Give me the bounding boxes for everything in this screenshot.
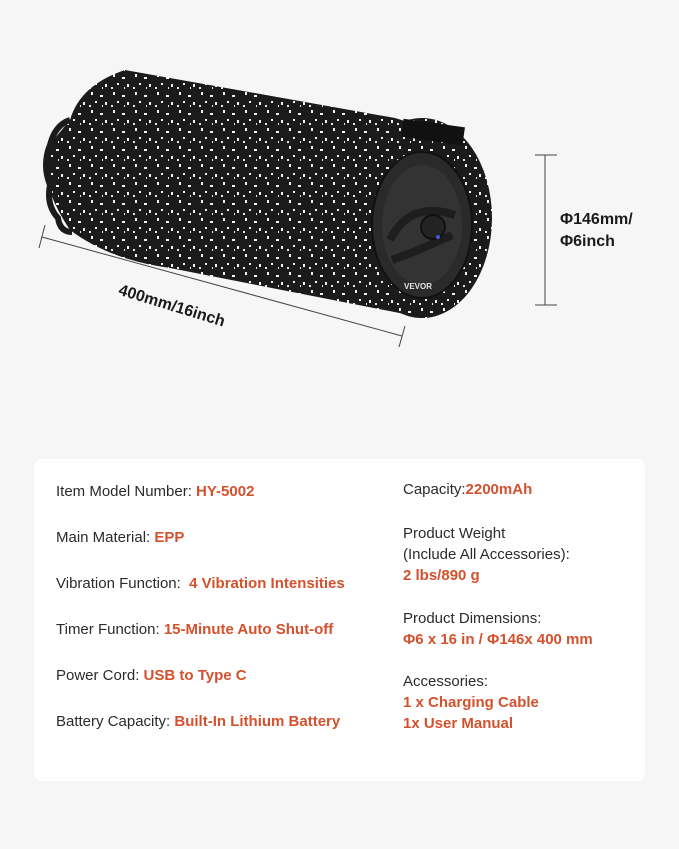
specifications-card — [34, 459, 645, 781]
accessory-item: 1 x Charging Cable — [403, 694, 539, 711]
spec-product-dimensions: Product Dimensions: Φ6 x 16 in / Φ146x 400 mm — [403, 610, 593, 648]
diameter-mm: Φ146mm/ — [560, 211, 633, 228]
spec-capacity: Capacity:2200mAh — [403, 481, 533, 498]
diameter-inch: Φ6inch — [560, 233, 615, 250]
spec-timer-function: Timer Function: 15-Minute Auto Shut-off — [56, 621, 334, 638]
spec-product-weight: Product Weight (Include All Accessories): 2 lbs/890 g — [403, 525, 570, 584]
accessory-item: 1x User Manual — [403, 715, 514, 732]
spec-vibration-function: Vibration Function: 4 Vibration Intensities — [56, 575, 345, 592]
spec-main-material: Main Material: EPP — [56, 529, 185, 546]
spec-accessories: Accessories: 1 x Charging Cable 1x User Manual — [403, 673, 539, 732]
length-dimension-label: 400mm/16inch — [116, 281, 227, 331]
spec-model-number: Item Model Number: HY-5002 — [56, 483, 255, 500]
spec-battery-capacity: Battery Capacity: Built-In Lithium Battery — [56, 713, 341, 730]
diameter-dimension-label — [560, 209, 633, 253]
spec-power-cord: Power Cord: USB to Type C — [56, 667, 247, 684]
brand-logo: VEVOR — [404, 282, 433, 291]
